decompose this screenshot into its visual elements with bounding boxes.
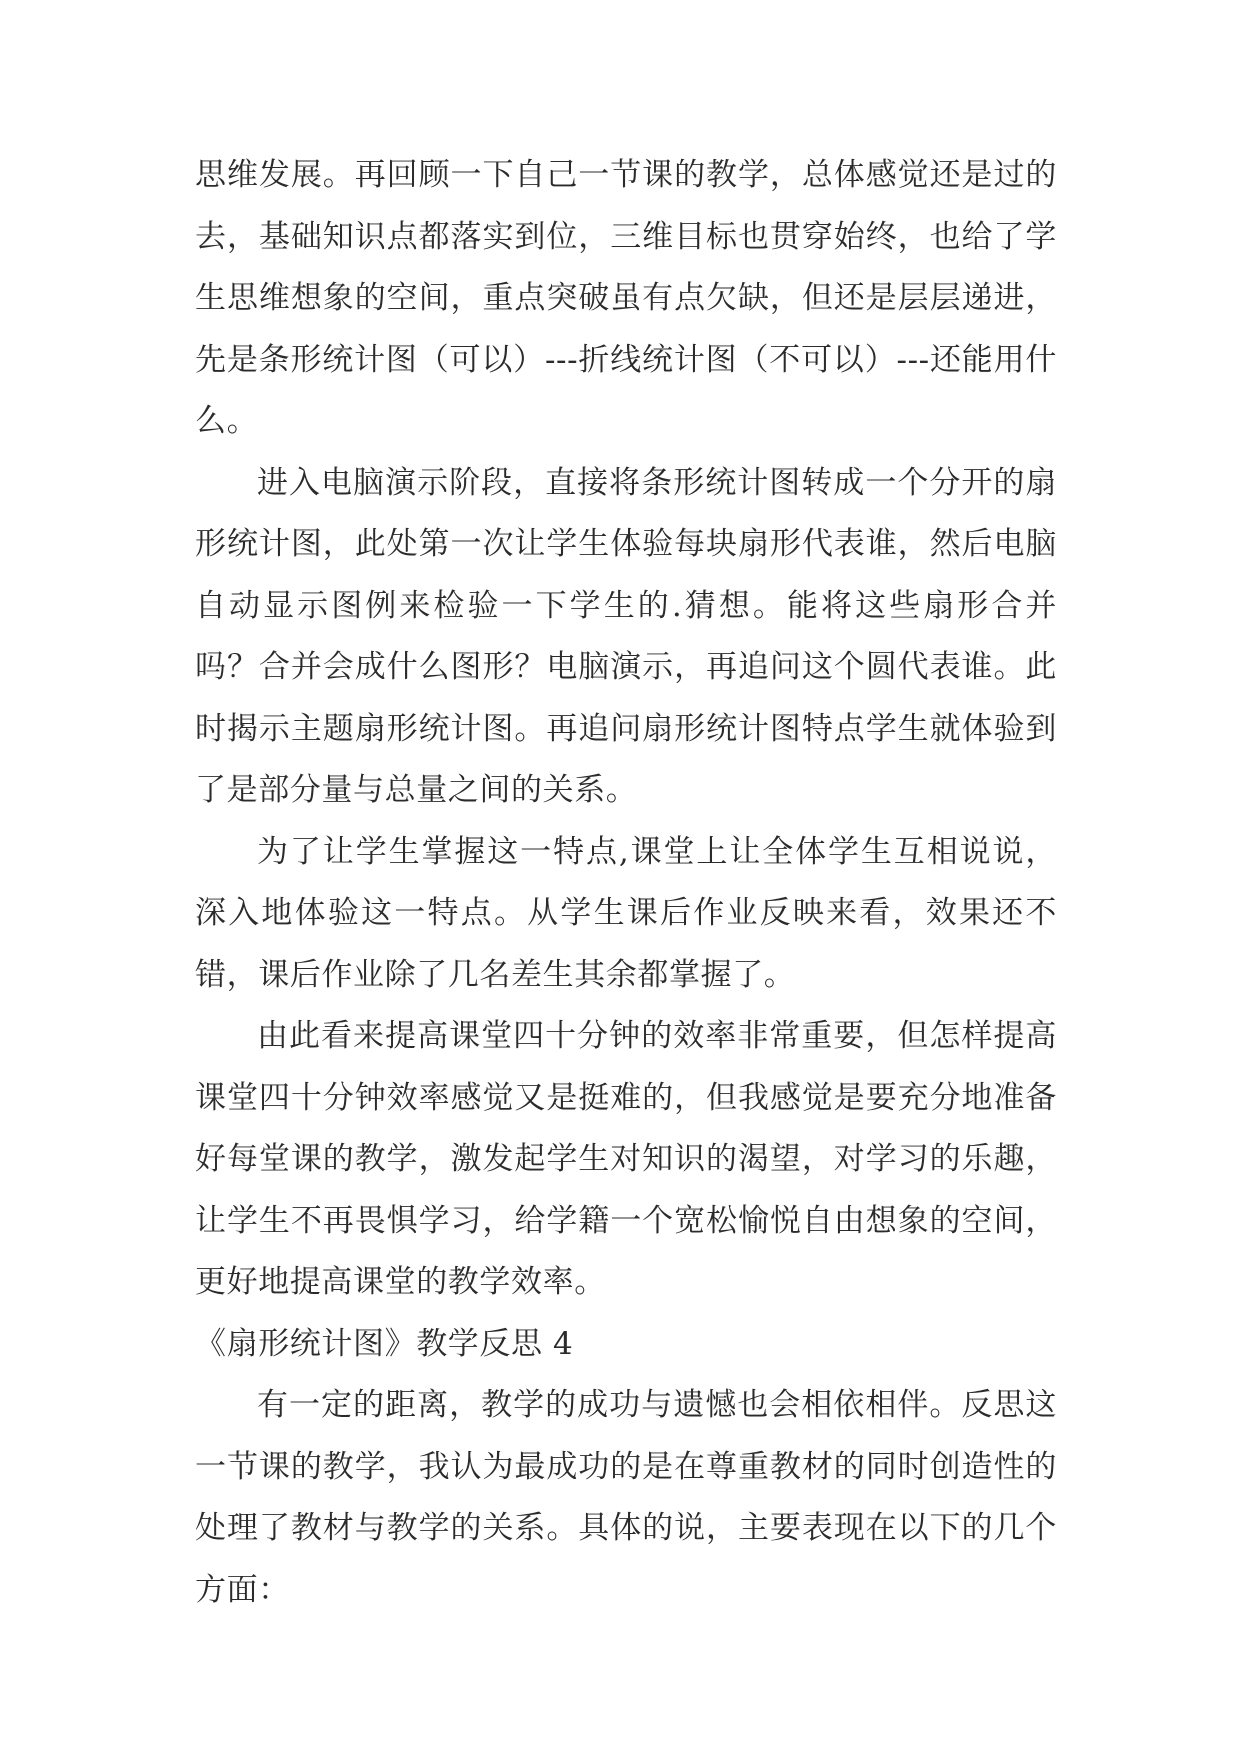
paragraph-reflection: 有一定的距离，教学的成功与遗憾也会相依相伴。反思这一节课的教学，我认为最成功的是在尊重教材的同时创造性的处理了教材与教学的关系。具体的说，主要表现在以下的几个方面：	[195, 1387, 1057, 1608]
paragraph-computer-demo: 进入电脑演示阶段，直接将条形统计图转成一个分开的扇形统计图，此处第一次让学生体验每块扇形代表谁，然后电脑自动显示图例来检验一下学生的.猜想。能将这些扇形合并吗？合并会成什么图形？电脑演示，再追问这个圆代表谁。此时揭示主题扇形统计图。再追问扇形统计图特点学生就体验到了是部分量与总量之间的关系。	[195, 464, 1057, 808]
paragraph-efficiency: 由此看来提高课堂四十分钟的效率非常重要，但怎样提高课堂四十分钟效率感觉又是挺难的，但我感觉是要充分地准备好每堂课的教学，激发起学生对知识的渴望，对学习的乐趣，让学生不再畏惧学习，给学籍一个宽松愉悦自由想象的空间，更好地提高课堂的教学效率。	[195, 1018, 1057, 1300]
section-heading: 《扇形统计图》教学反思 4	[195, 1325, 574, 1362]
document-body	[195, 145, 1057, 1621]
paragraph-continuation: 思维发展。再回顾一下自己一节课的教学，总体感觉还是过的去，基础知识点都落实到位，三维目标也贯穿始终，也给了学生思维想象的空间，重点突破虽有点欠缺，但还是层层递进，先是条形统计图（可以）---折线统计图（不可以）---还能用什么。	[195, 157, 1057, 439]
paragraph-student-practice: 为了让学生掌握这一特点,课堂上让全体学生互相说说，深入地体验这一特点。从学生课后作业反映来看，效果还不错，课后作业除了几名差生其余都掌握了。	[195, 833, 1057, 993]
